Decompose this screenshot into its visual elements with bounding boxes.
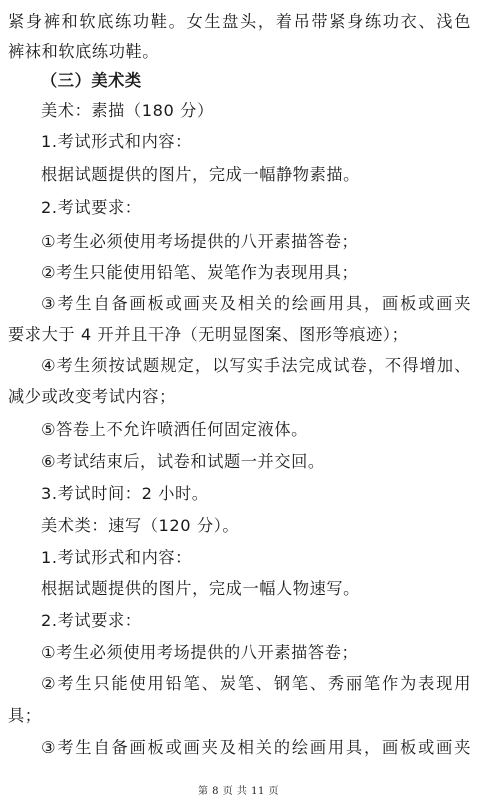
text-line-2: 裤袜和软底练功鞋。 — [8, 42, 160, 61]
text-line-7: 2.考试要求： — [41, 198, 142, 217]
page-number-footer: 第 8 页 共 11 页 — [198, 786, 279, 797]
text-line-21: ①考生必须使用考场提供的八开素描答卷； — [41, 643, 359, 662]
text-line-6: 根据试题提供的图片，完成一幅静物素描。 — [41, 165, 360, 184]
text-line-11: 要求大于 4 开并且干净（无明显图案、图形等痕迹）； — [8, 325, 409, 344]
text-line-12: ④考生须按试题规定，以写实手法完成试卷，不得增加、 — [41, 356, 471, 375]
text-line-23: 具； — [8, 706, 42, 725]
text-line-5: 1.考试形式和内容： — [41, 132, 192, 151]
section-heading-art: （三）美术类 — [41, 71, 142, 90]
text-line-19: 根据试题提供的图片，完成一幅人物速写。 — [41, 579, 360, 598]
text-line-14: ⑤答卷上不允许喷洒任何固定液体。 — [41, 420, 308, 439]
text-line-24: ③考生自备画板或画夹及相关的绘画用具，画板或画夹 — [41, 738, 471, 757]
text-line-16: 3.考试时间：2 小时。 — [41, 484, 209, 503]
text-line-9: ②考生只能使用铅笔、炭笔作为表现用具； — [41, 263, 359, 282]
text-line-18: 1.考试形式和内容： — [41, 548, 192, 567]
text-line-13: 减少或改变考试内容； — [8, 387, 176, 406]
subsection-sketch-title: 美术：素描（180 分） — [41, 101, 214, 120]
text-line-20: 2.考试要求： — [41, 611, 142, 630]
text-line-22: ②考生只能使用铅笔、炭笔、钢笔、秀丽笔作为表现用 — [41, 674, 471, 693]
text-line-1: 紧身裤和软底练功鞋。女生盘头，着吊带紧身练功衣、浅色 — [8, 12, 471, 31]
text-line-8: ①考生必须使用考场提供的八开素描答卷； — [41, 232, 359, 251]
subsection-speedsketch-title: 美术类：速写（120 分）。 — [41, 516, 240, 535]
text-line-15: ⑥考试结束后，试卷和试题一并交回。 — [41, 452, 325, 471]
text-line-10: ③考生自备画板或画夹及相关的绘画用具，画板或画夹 — [41, 294, 471, 313]
